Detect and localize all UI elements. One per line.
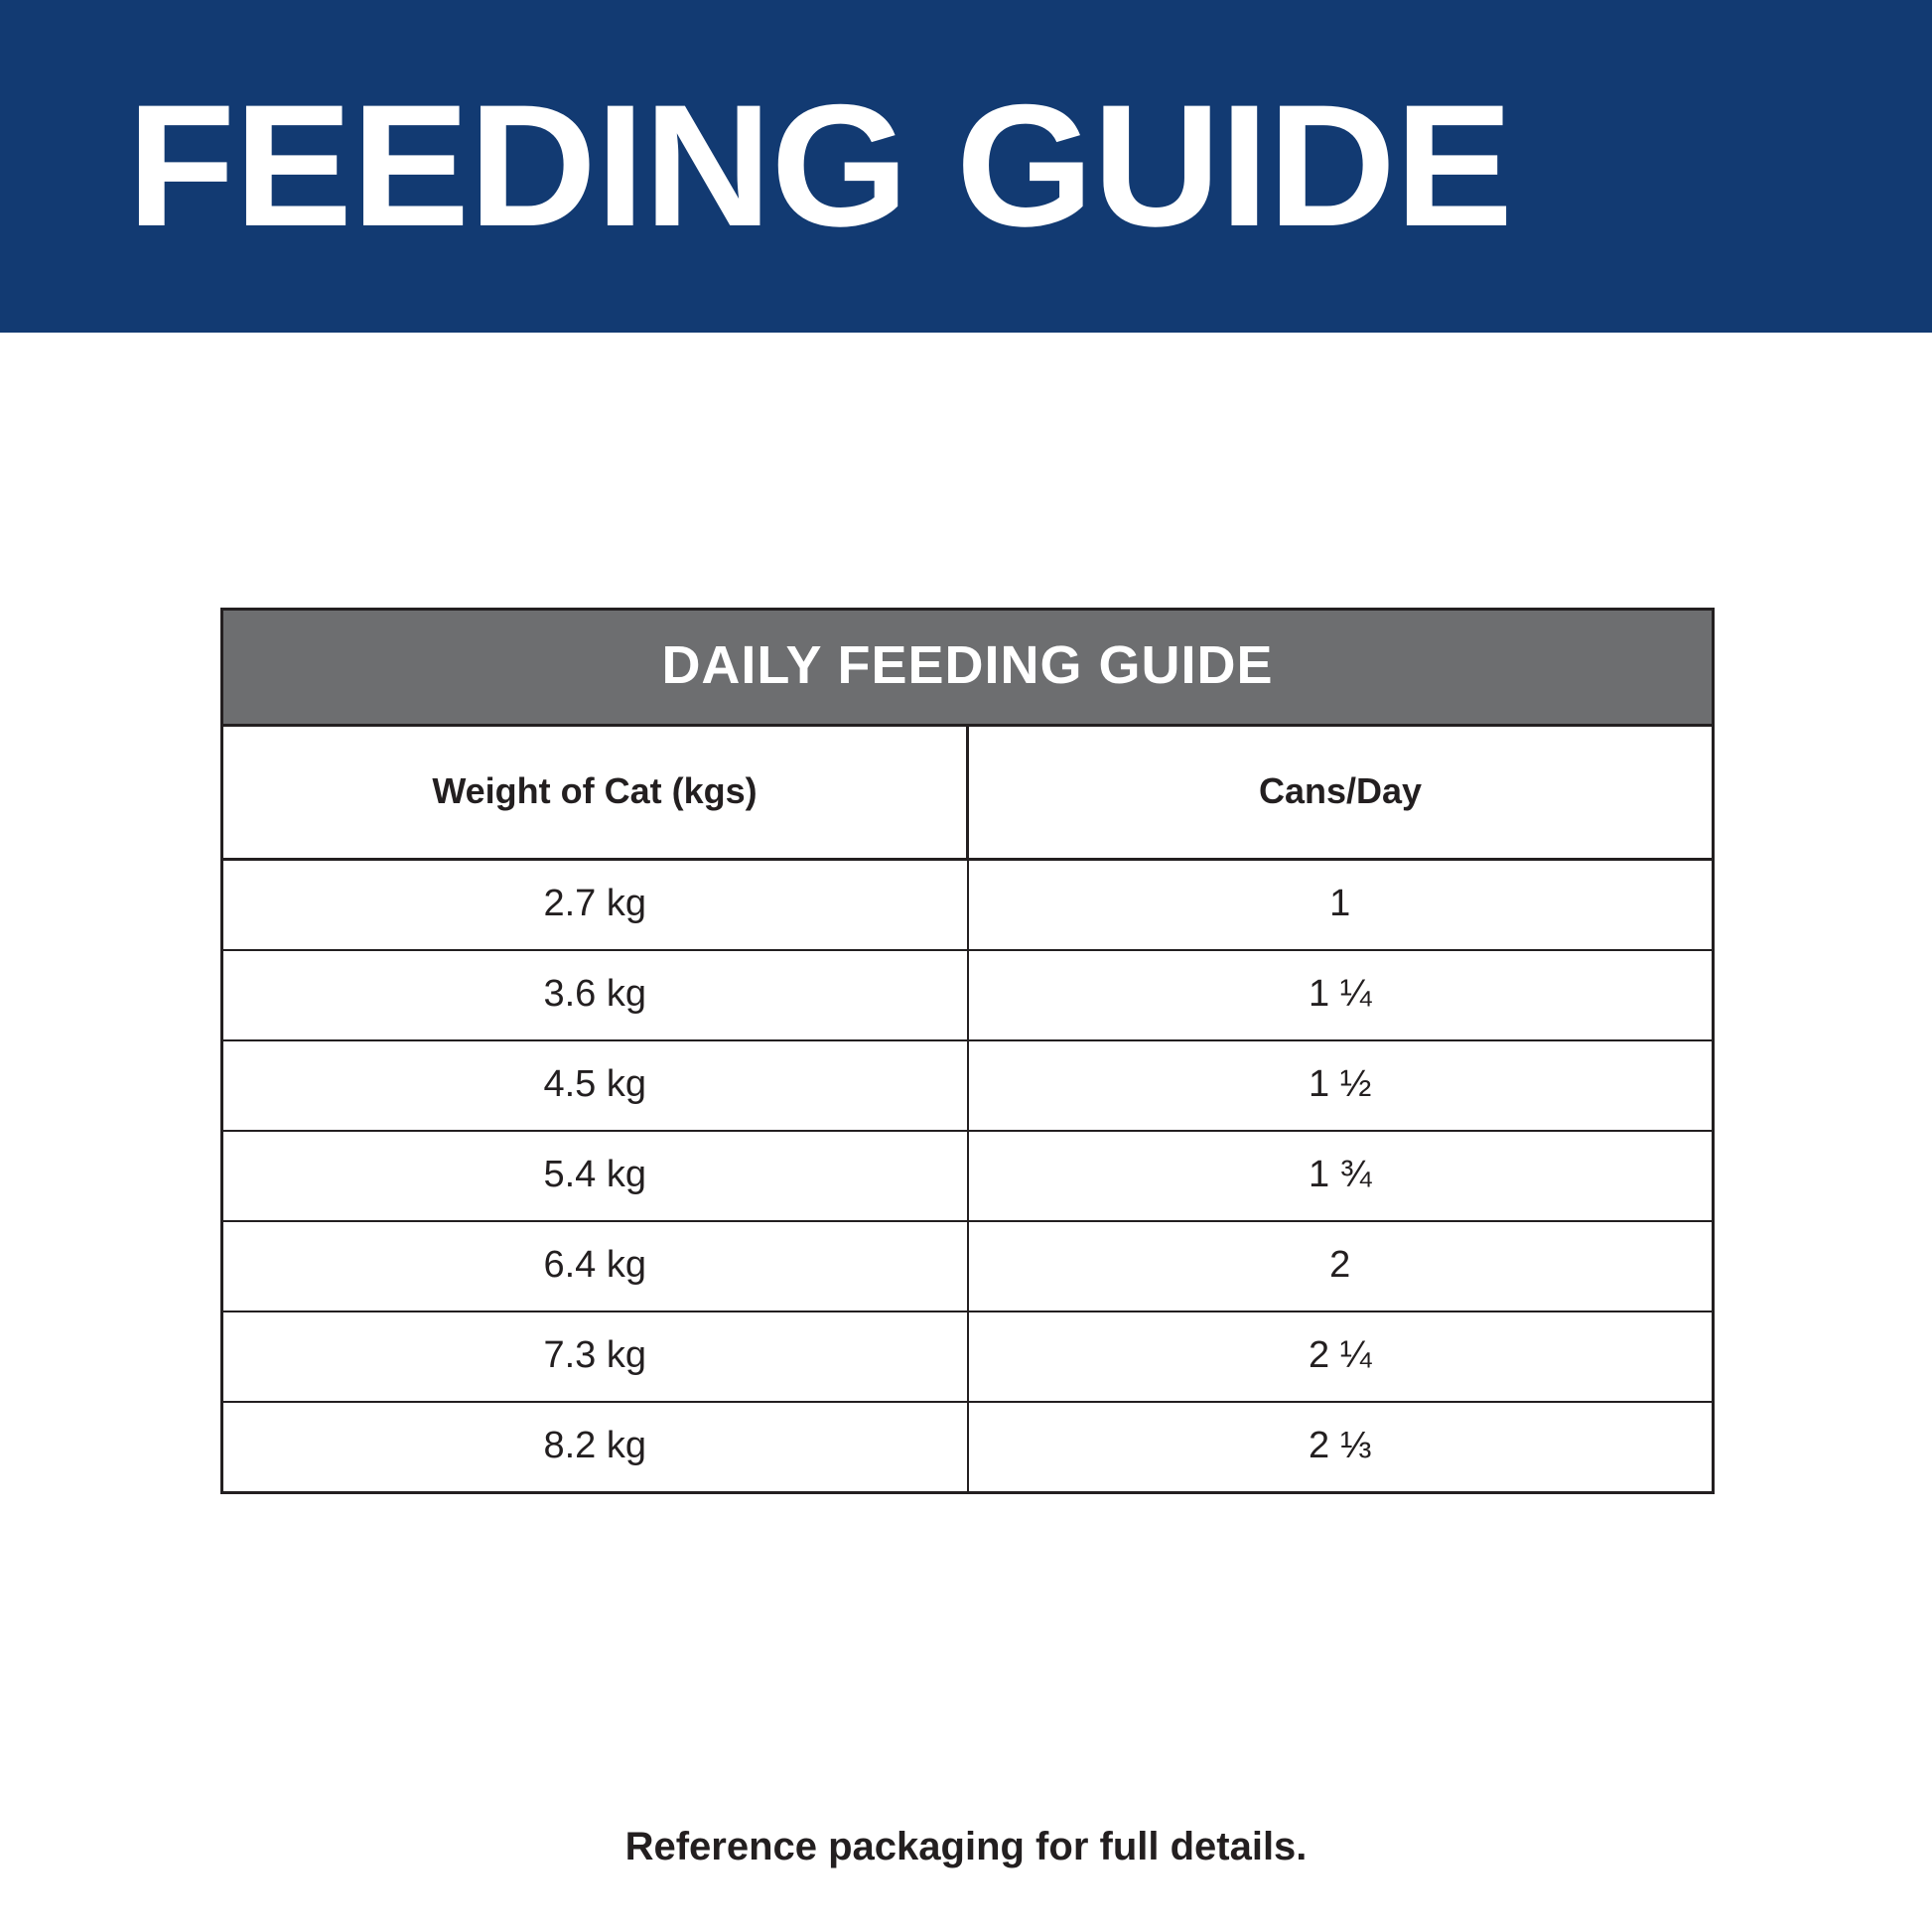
cell-weight: 5.4 kg [222, 1131, 968, 1221]
table-row [222, 1040, 1714, 1131]
cell-cans: 2 ⅓ [968, 1402, 1714, 1493]
cell-weight: 6.4 kg [222, 1221, 968, 1311]
table-row [222, 1311, 1714, 1402]
cell-cans: 2 [968, 1221, 1714, 1311]
table-caption-row [222, 610, 1714, 726]
cell-cans: 1 ¾ [968, 1131, 1714, 1221]
column-header-weight: Weight of Cat (kgs) [222, 726, 968, 860]
daily-feeding-guide-table [220, 608, 1715, 1494]
cell-cans: 1 ¼ [968, 950, 1714, 1040]
page-title: FEEDING GUIDE [127, 69, 1513, 263]
cell-weight: 3.6 kg [222, 950, 968, 1040]
table-row [222, 1131, 1714, 1221]
feeding-table-container [220, 608, 1715, 1494]
header-banner [0, 0, 1932, 333]
cell-weight: 8.2 kg [222, 1402, 968, 1493]
cell-cans: 1 ½ [968, 1040, 1714, 1131]
column-header-cans: Cans/Day [968, 726, 1714, 860]
cell-weight: 7.3 kg [222, 1311, 968, 1402]
footnote-text: Reference packaging for full details. [624, 1825, 1308, 1868]
table-row [222, 860, 1714, 951]
table-row [222, 950, 1714, 1040]
cell-cans: 2 ¼ [968, 1311, 1714, 1402]
table-caption: DAILY FEEDING GUIDE [222, 610, 1714, 726]
cell-weight: 4.5 kg [222, 1040, 968, 1131]
cell-weight: 2.7 kg [222, 860, 968, 951]
table-header-row [222, 726, 1714, 860]
table-row [222, 1402, 1714, 1493]
cell-cans: 1 [968, 860, 1714, 951]
table-row [222, 1221, 1714, 1311]
